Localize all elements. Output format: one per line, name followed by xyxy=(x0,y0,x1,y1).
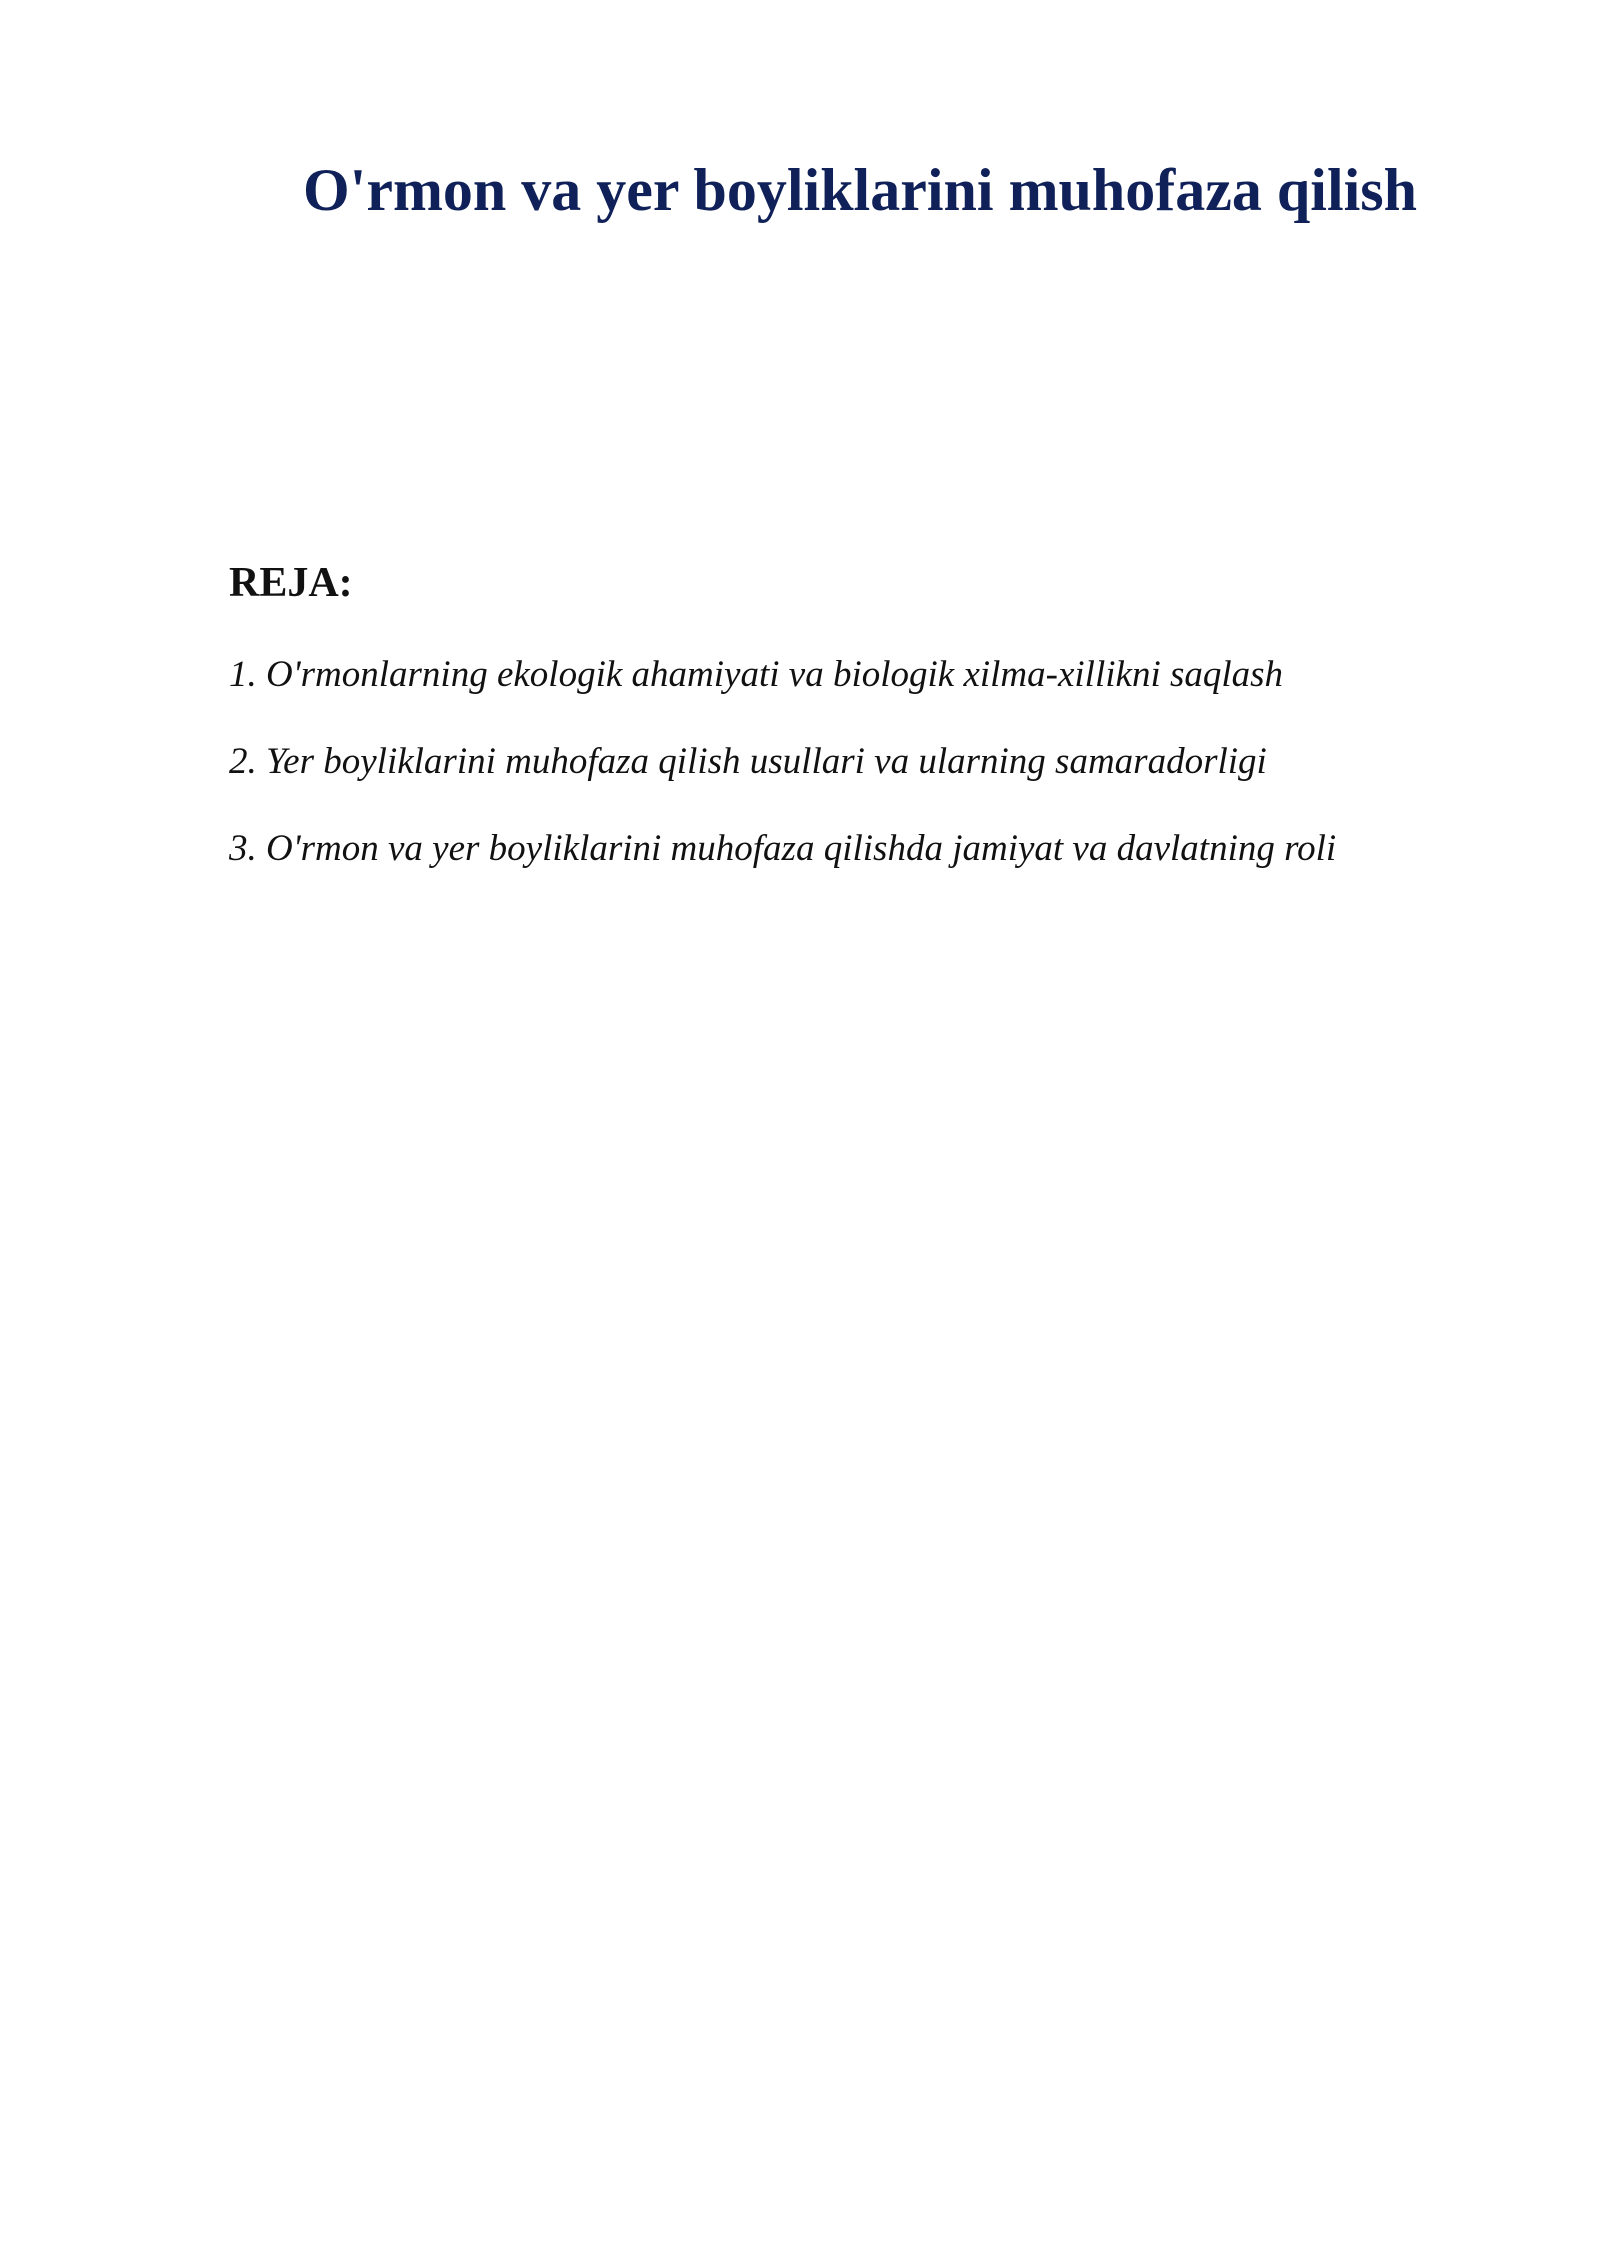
plan-section xyxy=(229,555,1529,914)
plan-item-3: 3. O'rmon va yer boyliklarini muhofaza qilishda jamiyat va davlatning roli xyxy=(229,828,1337,869)
plan-item-2: 2. Yer boyliklarini muhofaza qilish usullari va ularning samaradorligi xyxy=(229,741,1267,782)
plan-item-1: 1. O'rmonlarning ekologik ahamiyati va biologik xilma-xillikni saqlash xyxy=(229,654,1284,695)
document-title: O'rmon va yer boyliklarini muhofaza qilish xyxy=(302,157,1417,223)
plan-list xyxy=(229,653,1529,870)
plan-heading: REJA: xyxy=(229,560,353,606)
